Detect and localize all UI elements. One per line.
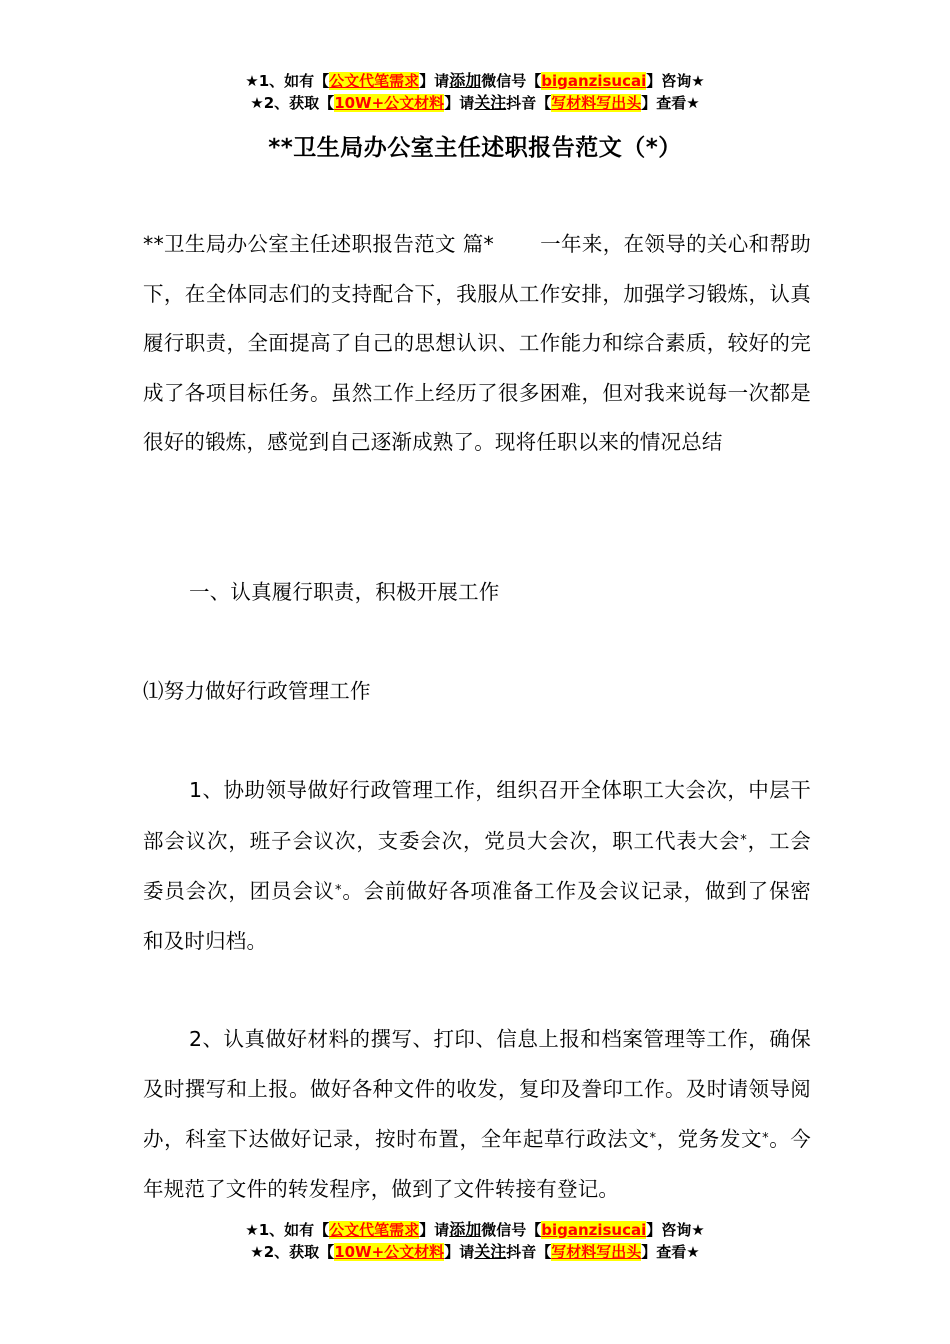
subsection-heading-1: ⑴努力做好行政管理工作 — [143, 679, 371, 703]
ad-highlight: 10W+公文材料 — [334, 1243, 445, 1261]
ad-underline: 添加 — [449, 1220, 482, 1239]
ad-highlight: 公文代笔需求 — [329, 72, 420, 90]
ad-text: ★1、如有【 — [245, 72, 330, 90]
placeholder-mark: * — [649, 1131, 657, 1146]
ad-text: 抖音【 — [506, 94, 552, 112]
placeholder-mark: * — [334, 883, 342, 898]
ad-text: 】查看★ — [641, 1243, 700, 1261]
placeholder-mark: * — [762, 1131, 769, 1146]
ad-underline: 添加 — [449, 71, 482, 90]
intro-text: 一年来，在领导的关心和帮助下，在全体同志们的支持配合下，我服从工作安排，加强学习锻炼，认真履行职责，全面提高了自己的思想认识、工作能力和综合素质，较好的完成了各项目标任务。虽然工作上经历了很多困难，但对我来说每一次都是很好的锻炼，感觉到自己逐渐成熟了。现将任职以来的情况总结 — [143, 232, 811, 454]
ad-text: 】请 — [419, 72, 450, 90]
ad-text: ★2、获取【 — [250, 1243, 335, 1261]
ad-text: ★2、获取【 — [250, 94, 335, 112]
ad-banner-bottom — [0, 1219, 950, 1263]
intro-paragraph — [143, 220, 811, 468]
intro-heading: **卫生局办公室主任述职报告范文 篇* — [143, 232, 495, 256]
ad-douyin-id: 写材料写出头 — [551, 1243, 642, 1261]
item-text: ，党务发文 — [656, 1127, 763, 1151]
ad-line-1 — [0, 70, 950, 92]
ad-text: 】查看★ — [641, 94, 700, 112]
item-2-paragraph — [143, 1015, 811, 1214]
ad-underline: 关注 — [474, 93, 507, 112]
ad-wechat-id: biganzisucai — [541, 72, 647, 90]
ad-text: 】咨询★ — [646, 1221, 705, 1239]
ad-line-2 — [0, 1241, 950, 1263]
section-heading-1: 一、认真履行职责，积极开展工作 — [189, 580, 500, 604]
ad-line-2 — [0, 92, 950, 114]
ad-text: 微信号【 — [481, 72, 542, 90]
ad-banner-top — [0, 70, 950, 114]
ad-text: 】请 — [419, 1221, 450, 1239]
placeholder-mark: * — [740, 832, 747, 848]
ad-highlight: 公文代笔需求 — [329, 1221, 420, 1239]
ad-text: 】请 — [444, 1243, 475, 1261]
document-title: **卫生局办公室主任述职报告范文（*） — [268, 135, 682, 161]
ad-text: 微信号【 — [481, 1221, 542, 1239]
ad-text: 】请 — [444, 94, 475, 112]
item-text: 。今年规范了文件的转发程序，做到了文件转接有登记。 — [143, 1127, 812, 1201]
ad-text: 抖音【 — [506, 1243, 552, 1261]
item-text: ，工会委员会次，团员会议 — [143, 828, 811, 903]
item-text: 2、认真做好材料的撰写、打印、信息上报和档案管理等工作，确保及时撰写和上报。做好各种文件的收发，复印及誊印工作。及时请领导阅办，科室下达做好记录，按时布置，全年起草行政法文 — [143, 1027, 811, 1151]
item-1-paragraph — [143, 766, 811, 966]
ad-text: ★1、如有【 — [245, 1221, 330, 1239]
item-text: 。会前做好各项准备工作及会议记录，做到了保密和及时归档。 — [143, 879, 811, 953]
ad-highlight: 10W+公文材料 — [334, 94, 445, 112]
ad-text: 】咨询★ — [646, 72, 705, 90]
ad-wechat-id: biganzisucai — [541, 1221, 647, 1239]
item-text: 1、协助领导做好行政管理工作，组织召开全体职工大会次，中层干部会议次，班子会议次，支委会次，党员大会次，职工代表大会 — [143, 778, 811, 853]
ad-douyin-id: 写材料写出头 — [551, 94, 642, 112]
ad-line-1 — [0, 1219, 950, 1241]
ad-underline: 关注 — [474, 1242, 507, 1261]
